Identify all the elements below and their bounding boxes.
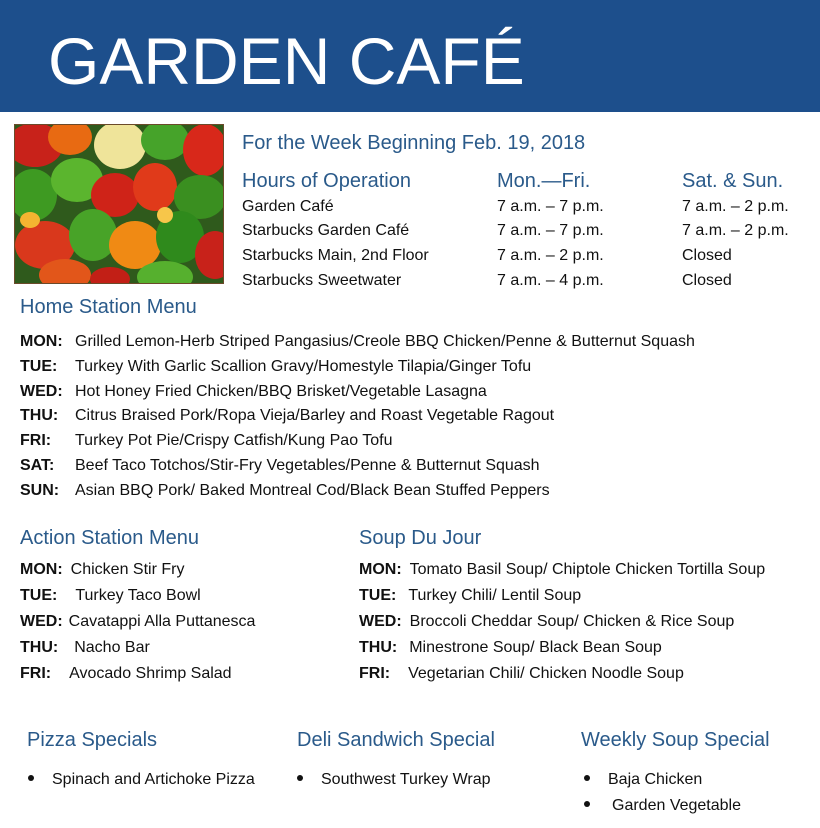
week-beginning: For the Week Beginning Feb. 19, 2018 bbox=[242, 132, 586, 154]
menu-row bbox=[359, 561, 765, 579]
day-label: WED: bbox=[359, 613, 402, 630]
menu-items: Hot Honey Fried Chicken/BBQ Brisket/Vegetable Lasagna bbox=[75, 383, 487, 400]
hours-row-weekend: 7 a.m. – 2 p.m. bbox=[682, 222, 789, 239]
menu-items: Minestrone Soup/ Black Bean Soup bbox=[409, 639, 662, 656]
menu-items: Turkey Chili/ Lentil Soup bbox=[408, 587, 582, 604]
menu-row bbox=[20, 432, 392, 450]
bullet-item bbox=[297, 771, 491, 789]
peppers-photo bbox=[14, 124, 224, 284]
day-label: WED: bbox=[20, 613, 63, 630]
hours-col-weekday: Mon.—Fri. bbox=[497, 170, 591, 192]
menu-row bbox=[20, 358, 531, 376]
day-label: FRI: bbox=[20, 665, 52, 682]
menu-items: Turkey Pot Pie/Crispy Catfish/Kung Pao Tofu bbox=[75, 432, 393, 449]
bullet-item bbox=[584, 771, 702, 789]
bullet-item bbox=[28, 771, 255, 789]
menu-items: Chicken Stir Fry bbox=[70, 561, 185, 578]
bullet-text: Southwest Turkey Wrap bbox=[321, 771, 491, 788]
day-label: TUE: bbox=[20, 587, 58, 604]
menu-items: Grilled Lemon-Herb Striped Pangasius/Creole BBQ Chicken/Penne & Butternut Squash bbox=[75, 333, 695, 350]
menu-items: Avocado Shrimp Salad bbox=[69, 665, 232, 682]
menu-items: Citrus Braised Pork/Ropa Vieja/Barley and Roast Vegetable Ragout bbox=[75, 407, 555, 424]
weekly-soup-heading: Weekly Soup Special bbox=[581, 729, 770, 751]
day-label: MON: bbox=[20, 333, 63, 350]
menu-row bbox=[359, 613, 734, 631]
menu-items: Tomato Basil Soup/ Chiptole Chicken Tortilla Soup bbox=[409, 561, 766, 578]
menu-items: Nacho Bar bbox=[74, 639, 150, 656]
pizza-specials-heading: Pizza Specials bbox=[27, 729, 158, 751]
menu-row bbox=[20, 457, 540, 475]
day-label: FRI: bbox=[359, 665, 391, 682]
hours-row-weekday: 7 a.m. – 7 p.m. bbox=[497, 198, 604, 215]
menu-row bbox=[20, 407, 554, 425]
home-station-heading: Home Station Menu bbox=[20, 296, 197, 318]
deli-special-heading: Deli Sandwich Special bbox=[297, 729, 495, 751]
menu-row bbox=[20, 482, 550, 500]
bullet-text: Baja Chicken bbox=[608, 771, 703, 788]
hours-row-weekday: 7 a.m. – 4 p.m. bbox=[497, 272, 604, 289]
day-label: THU: bbox=[20, 407, 59, 424]
hours-col-weekend: Sat. & Sun. bbox=[682, 170, 784, 192]
menu-items: Turkey Taco Bowl bbox=[75, 587, 201, 604]
hours-row-weekday: 7 a.m. – 7 p.m. bbox=[497, 222, 604, 239]
bullet-icon bbox=[297, 775, 303, 781]
day-label: THU: bbox=[20, 639, 59, 656]
menu-row bbox=[20, 613, 255, 631]
day-label: THU: bbox=[359, 639, 398, 656]
menu-items: Turkey With Garlic Scallion Gravy/Homestyle Tilapia/Ginger Tofu bbox=[75, 358, 532, 375]
menu-row bbox=[20, 383, 487, 401]
menu-row bbox=[359, 587, 581, 605]
menu-items: Cavatappi Alla Puttanesca bbox=[68, 613, 256, 630]
menu-row bbox=[20, 665, 232, 683]
header-banner bbox=[0, 0, 820, 112]
day-label: WED: bbox=[20, 383, 63, 400]
day-label: FRI: bbox=[20, 432, 52, 449]
bullet-icon bbox=[584, 801, 590, 807]
day-label: MON: bbox=[359, 561, 402, 578]
menu-row bbox=[20, 561, 184, 579]
menu-items: Broccoli Cheddar Soup/ Chicken & Rice Soup bbox=[409, 613, 735, 630]
menu-row bbox=[359, 665, 684, 683]
day-label: MON: bbox=[20, 561, 63, 578]
hours-row-name: Starbucks Garden Café bbox=[242, 222, 410, 239]
bullet-text: Spinach and Artichoke Pizza bbox=[52, 771, 255, 788]
day-label: TUE: bbox=[359, 587, 397, 604]
hours-row-weekend: Closed bbox=[682, 247, 732, 264]
menu-row bbox=[20, 639, 150, 657]
action-station-heading: Action Station Menu bbox=[20, 527, 199, 549]
hours-row-name: Garden Café bbox=[242, 198, 334, 215]
hours-heading: Hours of Operation bbox=[242, 170, 411, 192]
menu-row bbox=[20, 587, 201, 605]
bullet-text: Garden Vegetable bbox=[612, 797, 741, 814]
menu-items: Vegetarian Chili/ Chicken Noodle Soup bbox=[408, 665, 684, 682]
day-label: SUN: bbox=[20, 482, 60, 499]
page-title: GARDEN CAFÉ bbox=[48, 24, 525, 98]
bullet-icon bbox=[584, 775, 590, 781]
menu-row bbox=[359, 639, 662, 657]
day-label: SAT: bbox=[20, 457, 55, 474]
bullet-item bbox=[584, 797, 741, 815]
day-label: TUE: bbox=[20, 358, 58, 375]
hours-row-name: Starbucks Sweetwater bbox=[242, 272, 402, 289]
peppers-illustration bbox=[15, 125, 223, 283]
hours-row-weekend: 7 a.m. – 2 p.m. bbox=[682, 198, 789, 215]
hours-row-weekday: 7 a.m. – 2 p.m. bbox=[497, 247, 604, 264]
hours-row-weekend: Closed bbox=[682, 272, 732, 289]
menu-items: Asian BBQ Pork/ Baked Montreal Cod/Black Bean Stuffed Peppers bbox=[75, 482, 550, 499]
menu-row bbox=[20, 333, 695, 351]
soup-du-jour-heading: Soup Du Jour bbox=[359, 527, 482, 549]
bullet-icon bbox=[28, 775, 34, 781]
hours-row-name: Starbucks Main, 2nd Floor bbox=[242, 247, 429, 264]
menu-items: Beef Taco Totchos/Stir-Fry Vegetables/Penne & Butternut Squash bbox=[75, 457, 540, 474]
